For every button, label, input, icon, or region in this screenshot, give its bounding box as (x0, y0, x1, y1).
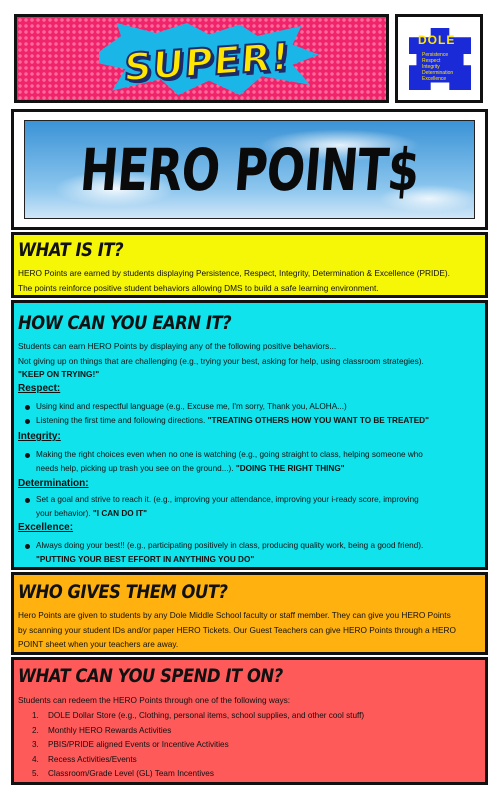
who-line-3: POINT sheet when your teachers are away. (18, 639, 179, 649)
sky-background (24, 120, 475, 219)
super-banner (14, 14, 389, 103)
spend-intro: Students can redeem the HERO Points through one of the following ways: (18, 695, 291, 705)
excellence-bullet-1: Always doing your best!! (e.g., participating positively in class, producing quality work, being a good friend). "PUTTING YOUR BEST EFFORT IN ANYTHING YOU DO" (36, 539, 476, 567)
dole-logo-box (395, 14, 483, 103)
list-item: 5. Classroom/Grade Level (GL) Team Incentives (32, 769, 214, 778)
section-spend (11, 657, 488, 785)
earn-intro-2: Not giving up on things that are challenging (e.g., trying your best, asking for help, using classroom strategies). (18, 356, 424, 366)
logo-word-integrity: Integrity (422, 64, 440, 70)
hero-header-frame (11, 109, 488, 230)
super-word: SUPER! (122, 34, 292, 90)
who-line-1: Hero Points are given to students by any Dole Middle School faculty or staff member. They can give you HERO Points (18, 610, 451, 620)
determination-bullet-1: Set a goal and strive to reach it. (e.g., improving your attendance, improving your i-ready score, improving your behavior). "I CAN DO IT" (36, 493, 476, 521)
section-how-to-earn (11, 300, 488, 570)
respect-label: Respect: (18, 383, 61, 394)
logo-word-persistence: Persistence (422, 52, 449, 58)
section-heading: WHAT CAN YOU SPEND IT ON? (18, 665, 283, 687)
earn-intro-3: "KEEP ON TRYING!" (18, 369, 100, 379)
respect-bullet-2: Listening the first time and following directions. "TREATING OTHERS HOW YOU WANT TO BE TREATED" (36, 414, 476, 428)
section-heading: WHO GIVES THEM OUT? (18, 581, 228, 603)
list-item: 4. Recess Activities/Events (32, 755, 137, 764)
who-line-2: by scanning your student IDs and/or paper HERO Tickets. Our Guest Teachers can give HERO Points through a HERO (18, 625, 456, 635)
list-item: 1. DOLE Dollar Store (e.g., Clothing, personal items, school supplies, and other cool stuff) (32, 711, 365, 720)
what-line-1: HERO Points are earned by students displaying Persistence, Respect, Integrity, Determination & Excellence (PRIDE). (18, 268, 450, 278)
excellence-label: Excellence: (18, 522, 74, 533)
section-what-is-it (11, 232, 488, 298)
integrity-label: Integrity: (18, 431, 61, 442)
list-item: 2. Monthly HERO Rewards Activities (32, 726, 172, 735)
earn-intro-1: Students can earn HERO Points by displaying any of the following positive behaviors... (18, 341, 337, 351)
list-item: 3. PBIS/PRIDE aligned Events or Incentive Activities (32, 740, 229, 749)
logo-word-excellence: Excellence (422, 76, 447, 82)
section-heading: WHAT IS IT? (18, 239, 124, 261)
determination-label: Determination: (18, 478, 89, 489)
section-who-gives (11, 572, 488, 655)
logo-word-respect: Respect (422, 58, 441, 64)
what-line-2: The points reinforce positive student behaviors allowing DMS to build a safe learning environment. (18, 283, 379, 293)
hero-title: HERO POINT$ (77, 136, 422, 204)
integrity-bullet-1: Making the right choices even when no one is watching (e.g., going straight to class, helping someone who needs help, picking up trash you see on the ground...). "DOING THE RIGHT THING" (36, 448, 476, 476)
respect-bullet-1: Using kind and respectful language (e.g., Excuse me, I'm sorry, Thank you, ALOHA...) (36, 400, 476, 414)
section-heading: HOW CAN YOU EARN IT? (18, 312, 232, 334)
logo-title: DOLE (418, 33, 456, 47)
logo-word-determination: Determination (422, 70, 454, 76)
